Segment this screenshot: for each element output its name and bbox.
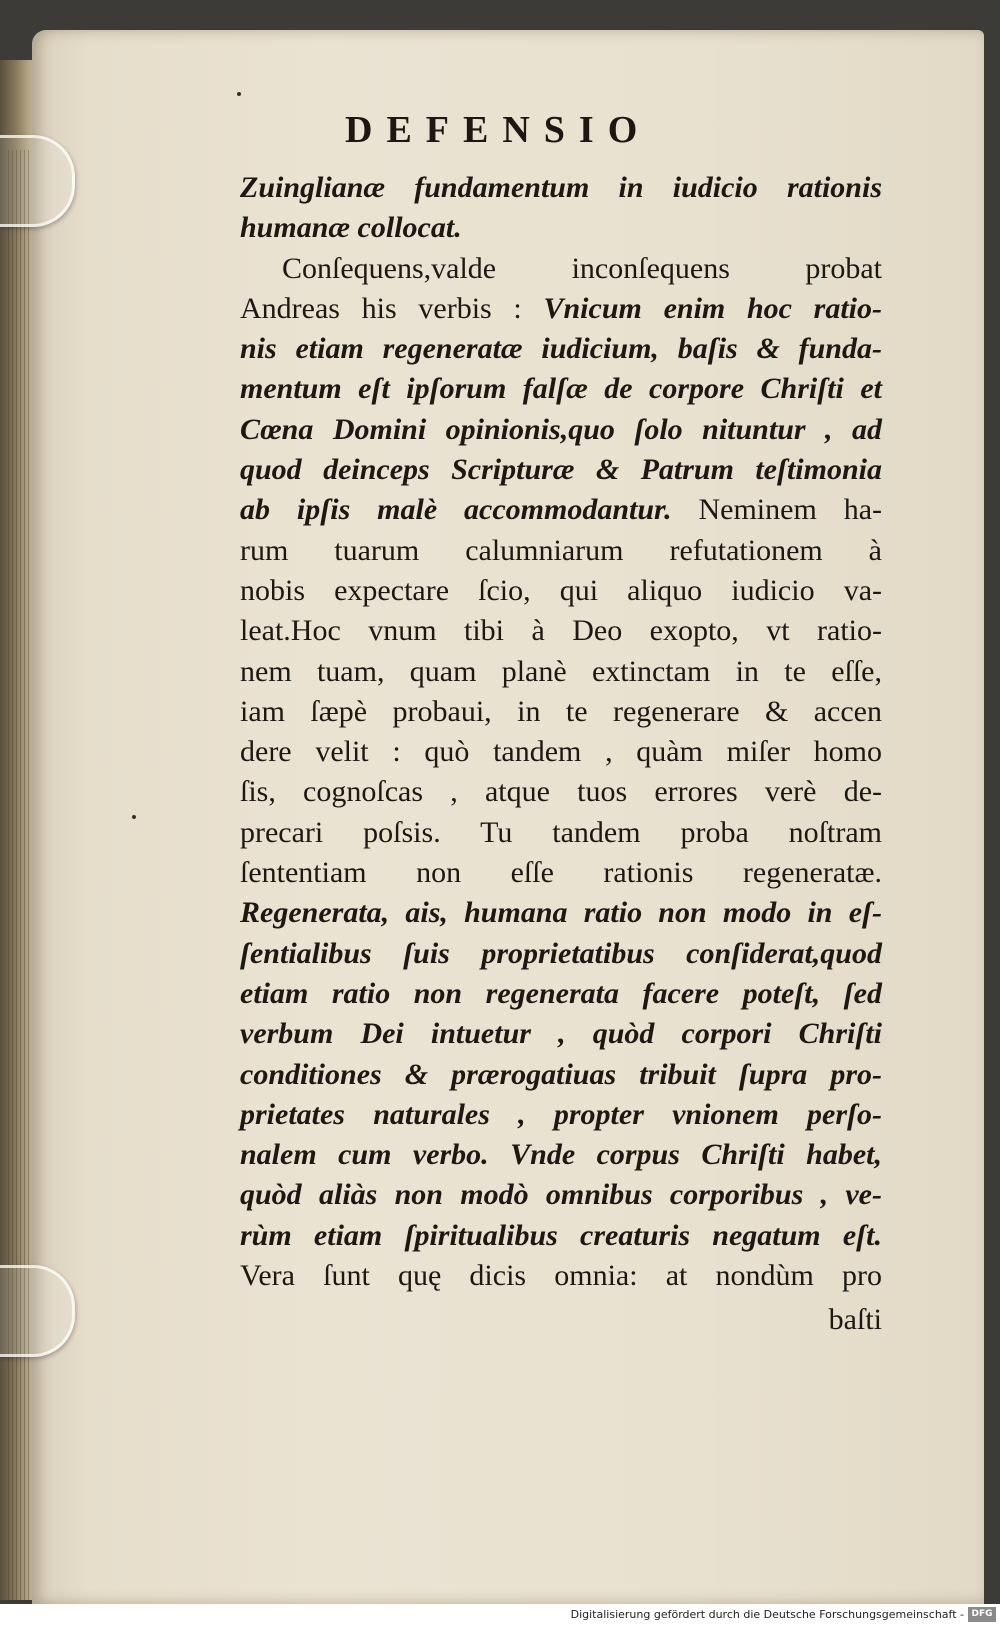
text-line [240, 571, 882, 611]
ink-speck [237, 92, 241, 96]
text-line [240, 611, 882, 651]
text-line [240, 1256, 882, 1296]
body-text [240, 168, 882, 1296]
catchword: baſti [828, 1303, 882, 1336]
roman-text-segment: nem tuam, quam planè extinctam in te eſſe, [240, 654, 882, 688]
text-line [240, 410, 882, 450]
text-line [240, 732, 882, 772]
dfg-logo-icon: DFG [968, 1607, 996, 1622]
text-line [240, 813, 882, 853]
roman-text-segment: leat.Hoc vnum tibi à Deo exopto, vt ratio- [240, 614, 882, 648]
digitization-footer [0, 1604, 1000, 1627]
running-head: DEFENSIO [345, 109, 652, 151]
italic-text-segment: Vnicum enim hoc ratio- [543, 291, 882, 325]
text-line [240, 531, 882, 571]
italic-text-segment: Cœna Domini opinionis,quo ſolo nituntur , ad [240, 412, 882, 446]
italic-text-segment: verbum Dei intuetur , quòd corpori Chriſti [240, 1017, 882, 1051]
page-clip-top [0, 135, 75, 227]
roman-text-segment: precari poſsis. Tu tandem proba noſtram [240, 815, 882, 849]
roman-text-segment: ſis, cognoſcas , atque tuos errores verè de- [240, 775, 882, 809]
roman-text-segment: nobis expectare ſcio, qui aliquo iudicio va- [240, 573, 882, 607]
text-line [240, 1135, 882, 1175]
page-clip-bottom [0, 1265, 75, 1357]
text-line [240, 249, 882, 289]
italic-text-segment: etiam ratio non regenerata facere poteſt, ſed [240, 976, 882, 1010]
roman-text-segment: Vera ſunt quę dicis omnia: at nondùm pro [240, 1259, 882, 1293]
italic-text-segment: conditiones & prærogatiuas tribuit ſupra pro- [240, 1057, 882, 1091]
text-line [240, 934, 882, 974]
italic-text-segment: prietates naturales , propter vnionem perſo- [240, 1097, 882, 1131]
text-line [240, 1175, 882, 1215]
roman-text-segment: rum tuarum calumniarum refutationem à [240, 533, 882, 567]
text-line [240, 652, 882, 692]
italic-text-segment: mentum eſt ipſorum falſæ de corpore Chriſti et [240, 372, 882, 406]
text-line [240, 1014, 882, 1054]
roman-text-segment: dere velit : quò tandem , quàm miſer homo [240, 735, 882, 769]
text-line [240, 168, 882, 208]
italic-text-segment: rùm etiam ſpiritualibus creaturis negatum eſt. [240, 1218, 882, 1252]
text-line [240, 1216, 882, 1256]
text-line [240, 772, 882, 812]
text-line [240, 490, 882, 530]
text-line [240, 450, 882, 490]
roman-text-segment: Conſequens,valde inconſequens probat [282, 251, 882, 285]
text-line [240, 289, 882, 329]
text-line [240, 208, 882, 248]
text-line [240, 1095, 882, 1135]
italic-text-segment: Zuinglianæ fundamentum in iudicio rationis [240, 171, 882, 204]
roman-text-segment: Andreas his verbis : [240, 291, 544, 325]
roman-text-segment: ſententiam non eſſe rationis regeneratæ. [240, 856, 882, 890]
italic-text-segment: quod deinceps Scripturæ & Patrum teſtimonia [240, 453, 882, 487]
text-line [240, 369, 882, 409]
text-line [240, 692, 882, 732]
text-line [240, 1055, 882, 1095]
text-line [240, 893, 882, 933]
text-line [240, 853, 882, 893]
italic-text-segment: ab ipſis malè accommodantur. [240, 493, 672, 527]
text-line [240, 974, 882, 1014]
italic-text-segment: humanæ collocat. [240, 211, 462, 245]
funding-credit: Digitalisierung gefördert durch die Deutsche Forschungsgemeinschaft - [570, 1608, 964, 1621]
ink-speck [132, 815, 136, 819]
italic-text-segment: quòd aliàs non modò omnibus corporibus , ve- [240, 1178, 882, 1212]
roman-text-segment: iam ſæpè probaui, in te regenerare & accen [240, 694, 882, 728]
text-line [240, 329, 882, 369]
italic-text-segment: ſentialibus ſuis proprietatibus conſiderat,quod [240, 936, 882, 970]
roman-text-segment: Neminem ha- [671, 493, 882, 527]
italic-text-segment: Regenerata, ais, humana ratio non modo in eſ- [240, 896, 882, 930]
italic-text-segment: nalem cum verbo. Vnde corpus Chriſti habet, [240, 1138, 882, 1172]
italic-text-segment: nis etiam regeneratæ iudicium, baſis & funda- [240, 332, 882, 366]
